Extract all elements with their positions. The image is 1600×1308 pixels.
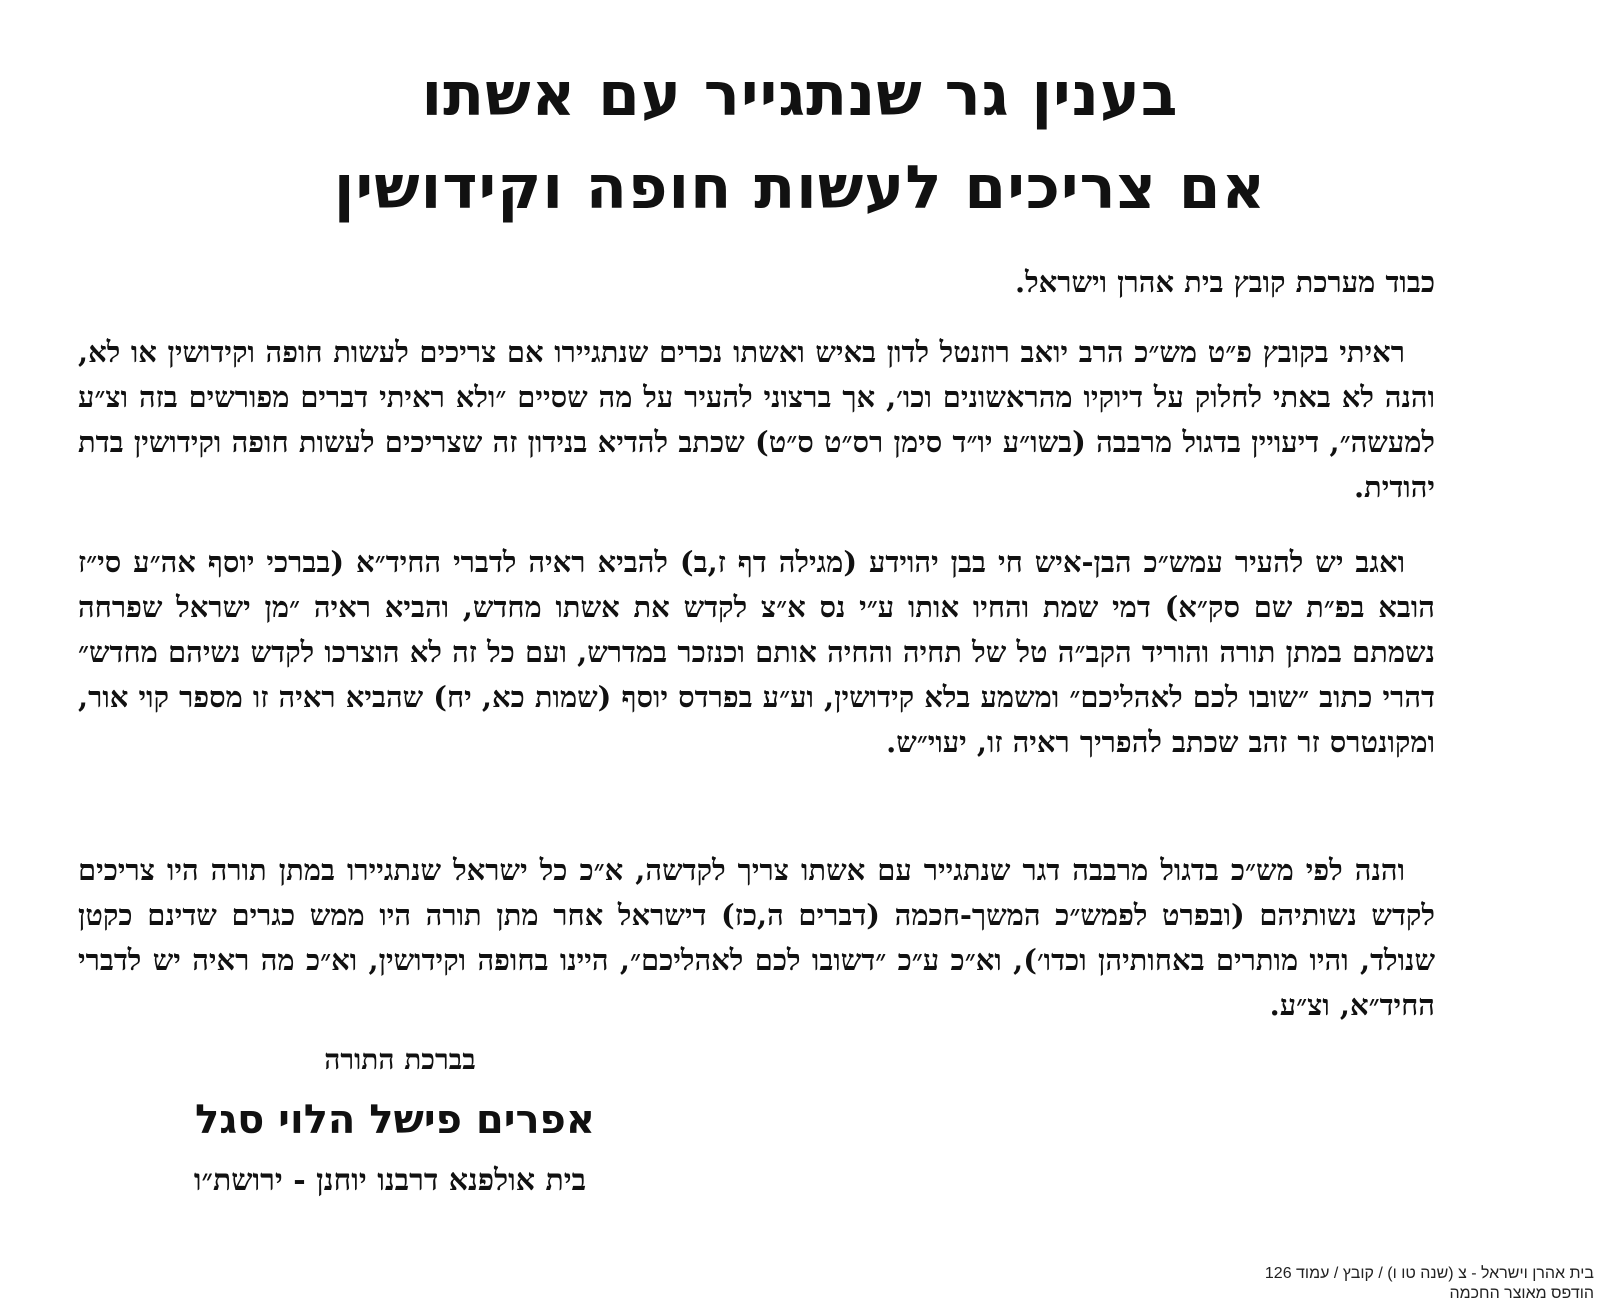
- signer-name: אפרים פישל הלוי סגל: [195, 1097, 595, 1143]
- paragraph-1: ראיתי בקובץ פ״ט מש״כ הרב יואב רוזנטל לדון באיש ואשתו נכרים שנתגיירו אם צריכים לעשות חופה וקידושין או לא, והנה לא באתי לחלוק על דיוקיו מהראשונים וכו׳, אך ברצוני להעיר על מה שסיים ״ולא ראיתי דברים מפורשים בזה וצ״ע למעשה״, דיעויין בדגול מרבבה (בשו״ע יו״ד סימן רס״ט ס״ט) שכתב להדיא בנידון זה שצריכים לעשות חופה וקידושין בדת יהודית.: [78, 335, 1435, 504]
- closing-blessing: בברכת התורה: [324, 1043, 476, 1076]
- page-footer: [1265, 1264, 1594, 1304]
- paragraph-2: ואגב יש להעיר עמש״כ הבן-איש חי בבן יהוידע (מגילה דף ז,ב) להביא ראיה לדברי החיד״א (בברכי יוסף אה״ע סי״ז הובא בפ״ת שם סק״א) דמי שמת והחיו אותו ע״י נס א״צ לקדש את אשתו מחדש, והביא ראיה ״מן ישראל שפרחה נשמתם במתן תורה והוריד הקב״ה טל של תחיה והחיה אותם וכנזכר במדרש, ועם כל זה לא הוצרכו לקדש נשיהם מחדש״ דהרי כתוב ״שובו לכם לאהליכם״ ומשמע בלא קידושין, וע״ע בפרדס יוסף (שמות כא, יח) שהביא ראיה זו מספר קוי אור, ומקונטרס זר זהב שכתב להפריך ראיה זו, יעוי״ש.: [78, 545, 1435, 759]
- title-line-1: בענין גר שנתגייר עם אשתו: [421, 60, 1179, 130]
- signer-institution: בית אולפנא דרבנו יוחנן - ירושת״ו: [193, 1163, 587, 1198]
- paragraph-3: והנה לפי מש״כ בדגול מרבבה דגר שנתגייר עם אשתו צריך לקדשה, א״כ כל ישראל שנתגיירו במתן תורה היו צריכים לקדש נשותיהם (ובפרט לפמש״כ המשך-חכמה (דברים ה,כז) דישראל אחר מתן תורה היו ממש כגרים שדינם כקטן שנולד, והיו מותרים באחותיהן וכדו׳), וא״כ ע״כ ״דשובו לכם לאהליכם״, היינו בחופה וקידושין, וא״כ מה ראיה יש לדברי החיד״א, וצ״ע.: [78, 853, 1435, 1022]
- salutation: כבוד מערכת קובץ בית אהרן וישראל.: [1014, 265, 1435, 299]
- title-line-2: אם צריכים לעשות חופה וקידושין: [333, 153, 1267, 223]
- footer-printed-from: הודפס מאוצר החכמה: [1449, 1285, 1594, 1302]
- footer-source-line: בית אהרן וישראל - צ (שנה טו ו) / קובץ / עמוד 126: [1264, 1265, 1594, 1282]
